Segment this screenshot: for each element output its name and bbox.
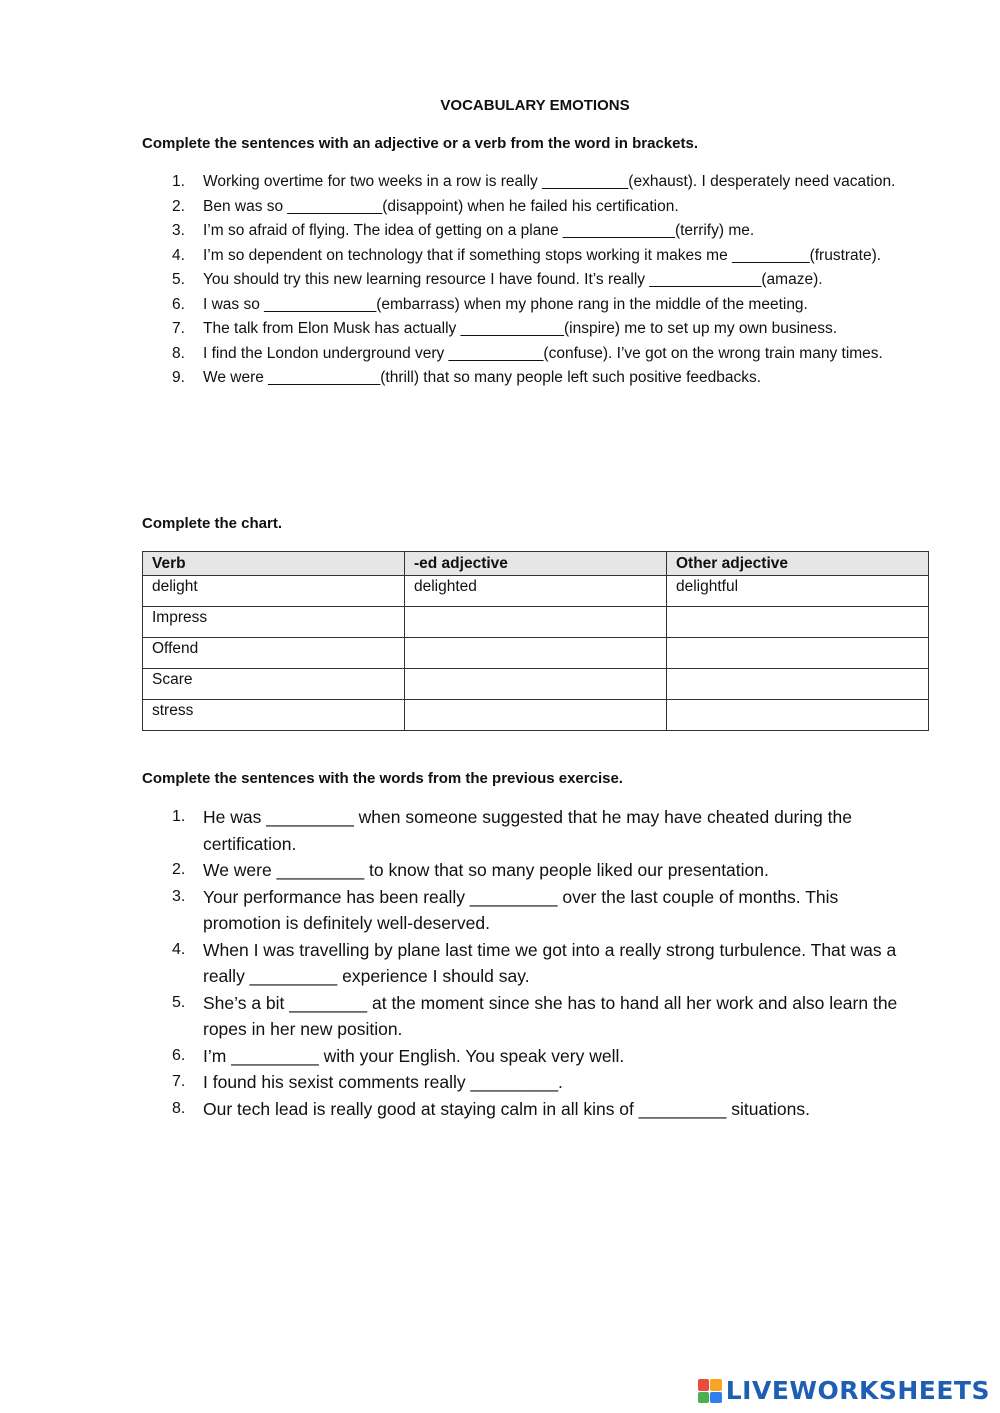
item-number: 7. [172, 320, 185, 337]
list-item [0, 1069, 903, 1096]
word-form-chart [142, 551, 929, 731]
answer-cell[interactable] [405, 638, 667, 669]
item-text: I was so _____________(embarrass) when my phone rang in the middle of the meeting. [203, 295, 808, 313]
item-text: Ben was so ___________(disappoint) when he failed his certification. [203, 197, 679, 215]
brand-text: LIVEWORKSHEETS [725, 1376, 990, 1405]
item-text: I found his sexist comments really _________. [203, 1072, 563, 1092]
logo-tile [698, 1379, 710, 1391]
column-header-verb: Verb [143, 552, 405, 576]
item-number: 3. [172, 887, 186, 905]
exercise3-list [0, 804, 903, 1122]
answer-cell[interactable] [667, 669, 929, 700]
answer-cell[interactable] [405, 607, 667, 638]
exercise3-instruction: Complete the sentences with the words from the previous exercise. [142, 770, 623, 787]
list-item [0, 990, 903, 1043]
item-number: 5. [172, 271, 185, 288]
answer-cell[interactable] [405, 700, 667, 731]
exercise1-list [0, 170, 903, 391]
item-number: 4. [172, 940, 186, 958]
item-text: I find the London underground very ___________(confuse). I’ve got on the wrong train many times. [203, 344, 883, 362]
table-header-row [143, 552, 929, 576]
item-number: 3. [172, 222, 185, 239]
table-cell: delightful [667, 576, 929, 607]
liveworksheets-brand[interactable] [698, 1377, 990, 1405]
table-row [143, 576, 929, 607]
item-text: You should try this new learning resource I have found. It’s really _____________(amaze). [203, 271, 823, 288]
table-cell: Offend [143, 638, 405, 669]
logo-tile [710, 1392, 722, 1404]
item-text: Our tech lead is really good at staying calm in all kins of _________ situations. [203, 1098, 811, 1119]
list-item [0, 195, 903, 220]
item-text: He was _________ when someone suggested that he may have cheated during the certification. [203, 807, 852, 854]
item-text: She’s a bit ________ at the moment since she has to hand all her work and also learn the ropes in her new position. [203, 992, 898, 1039]
item-text: We were _________ to know that so many people liked our presentation. [203, 860, 769, 880]
item-number: 6. [172, 1046, 186, 1064]
item-text: Working overtime for two weeks in a row is really __________(exhaust). I desperately need vacation. [203, 173, 896, 190]
list-item [0, 1096, 903, 1123]
item-number: 8. [172, 1099, 186, 1117]
table-row [143, 607, 929, 638]
list-item [0, 293, 903, 318]
item-number: 6. [172, 295, 185, 313]
list-item [0, 268, 903, 293]
item-number: 5. [172, 993, 186, 1011]
answer-cell[interactable] [667, 700, 929, 731]
logo-tile [698, 1392, 710, 1404]
item-number: 2. [172, 861, 186, 878]
item-number: 7. [172, 1073, 186, 1090]
table-cell: Impress [143, 607, 405, 638]
item-text: The talk from Elon Musk has actually ____________(inspire) me to set up my own business. [203, 320, 838, 337]
list-item [0, 857, 903, 884]
table-row [143, 700, 929, 731]
column-header-other-adjective: Other adjective [667, 552, 929, 576]
item-text: I’m _________ with your English. You speak very well. [203, 1045, 625, 1066]
item-text: I’m so dependent on technology that if something stops working it makes me _________(frustrate). [203, 246, 882, 264]
list-item [0, 1043, 903, 1070]
table-cell: stress [143, 700, 405, 731]
list-item [0, 937, 903, 990]
list-item [0, 342, 903, 367]
column-header-ed-adjective: -ed adjective [405, 552, 667, 576]
item-text: When I was travelling by plane last time we got into a really strong turbulence. That was a really _________ experience I should say. [203, 939, 897, 986]
item-number: 1. [172, 173, 185, 190]
list-item [0, 884, 903, 937]
item-text: I’m so afraid of flying. The idea of getting on a plane _____________(terrify) me. [203, 222, 755, 239]
logo-tile [710, 1379, 722, 1391]
item-text: We were _____________(thrill) that so many people left such positive feedbacks. [203, 369, 762, 386]
list-item [0, 317, 903, 342]
table-cell: Scare [143, 669, 405, 700]
liveworksheets-logo-icon [698, 1379, 722, 1403]
exercise1-instruction: Complete the sentences with an adjective or a verb from the word in brackets. [142, 135, 698, 152]
item-number: 1. [172, 808, 186, 825]
list-item [0, 804, 903, 857]
page-title: VOCABULARY EMOTIONS [440, 97, 630, 114]
exercise2-instruction: Complete the chart. [142, 515, 283, 532]
answer-cell[interactable] [405, 669, 667, 700]
table-row [143, 669, 929, 700]
item-text: Your performance has been really _________ over the last couple of months. This promotion is definitely well-deserved. [203, 886, 839, 933]
table-cell: delighted [405, 576, 667, 607]
list-item [0, 244, 903, 269]
answer-cell[interactable] [667, 638, 929, 669]
table-row [143, 638, 929, 669]
item-number: 8. [172, 344, 185, 362]
item-number: 9. [172, 369, 185, 386]
list-item [0, 219, 903, 244]
list-item [0, 366, 903, 391]
answer-cell[interactable] [667, 607, 929, 638]
list-item [0, 170, 903, 195]
table-cell: delight [143, 576, 405, 607]
item-number: 4. [172, 246, 185, 264]
item-number: 2. [172, 197, 185, 215]
